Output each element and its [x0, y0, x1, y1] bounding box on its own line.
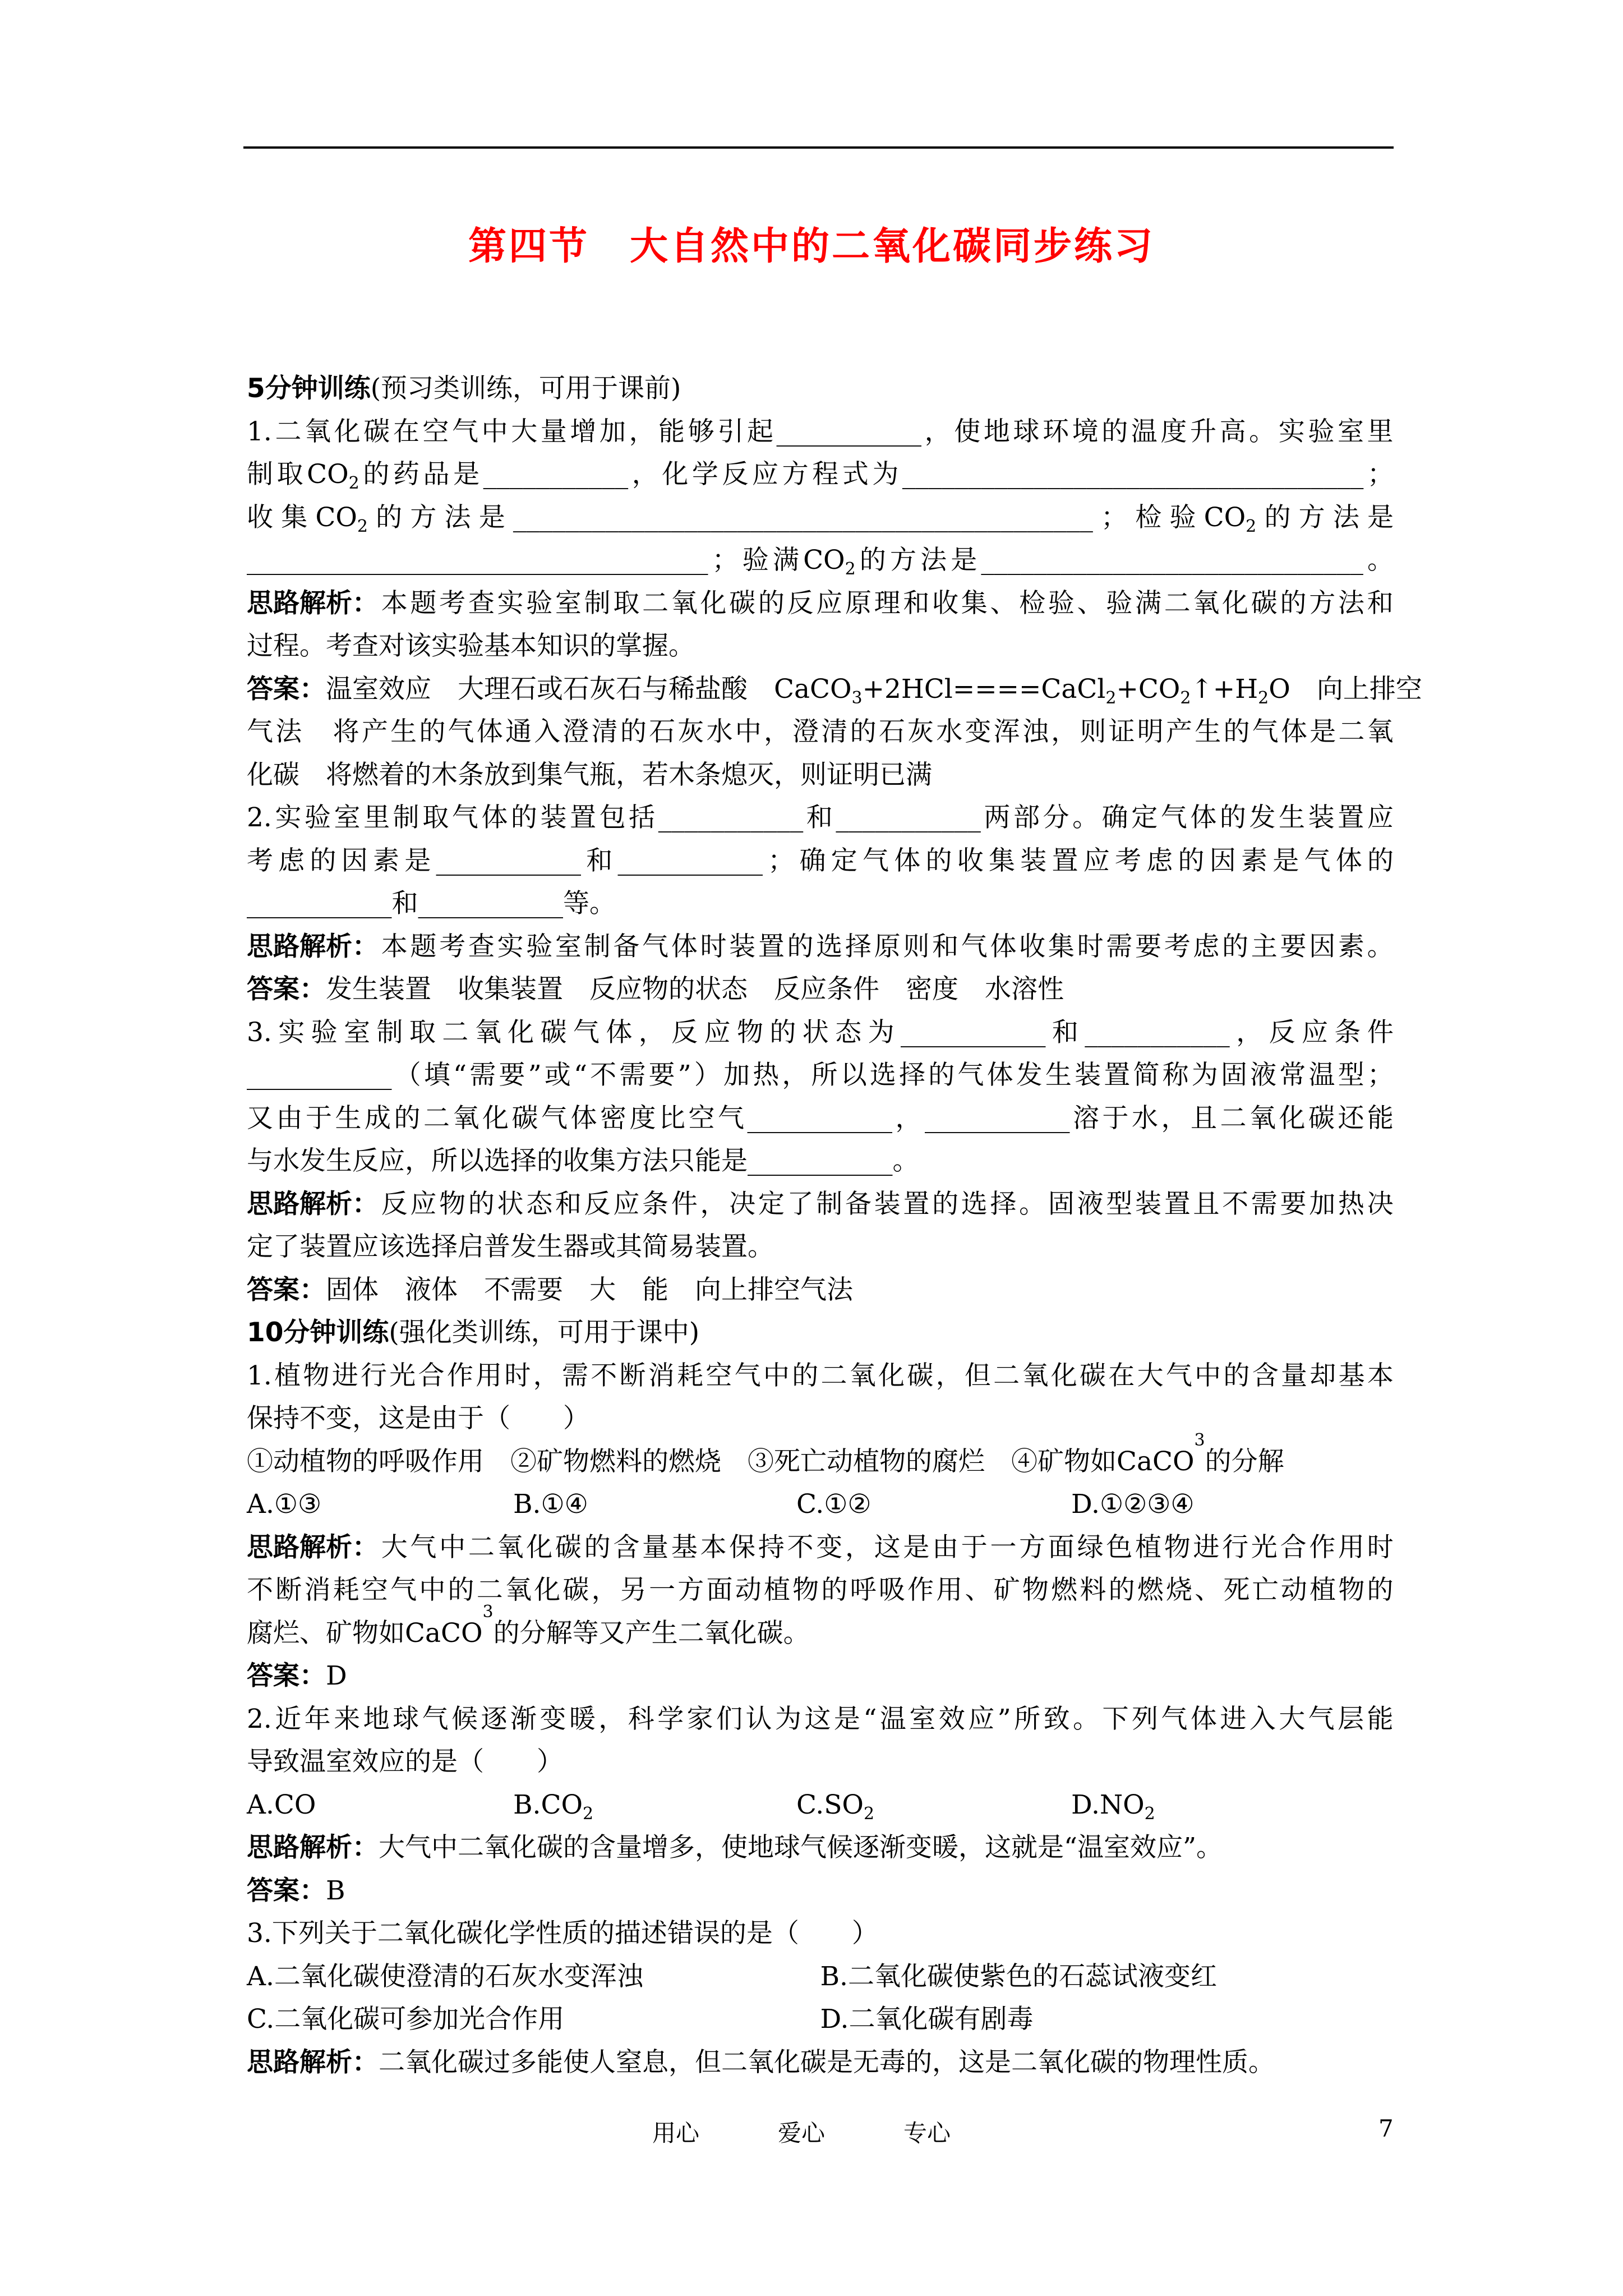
option-item: B.二氧化碳使紫色的石蕊试液变红	[820, 1961, 1217, 1992]
option-item: $C.SO_2$	[796, 1789, 875, 1824]
text-line: 过程。考查对该实验基本知识的掌握。	[247, 631, 695, 661]
text-line: 答案： 发生装置 收集装置 反应物的状态 反应条件 密度 水溶性	[247, 974, 1064, 1005]
option-item: D.①②③④	[1071, 1489, 1195, 1520]
option-item: C.二氧化碳可参加光合作用	[247, 2004, 565, 2035]
text-line: 1. 植 物 进 行 光 合 作 用 时 ， 需 不 断 消 耗 空 气 中 的 二 氧 化 碳 ， 但 二 氧 化 碳 在 大 气 中 的 含 量 却 基 本	[247, 1360, 1394, 1391]
text-line: 答案： D	[247, 1660, 347, 1691]
option-row	[247, 1483, 1394, 1526]
page-number: 7	[1378, 2115, 1394, 2142]
option-row	[247, 1998, 1394, 2041]
text-line: 考 虑 的 因 素 是 ___________ 和 ___________ ； 确 定 气 体 的 收 集 装 置 应 考 虑 的 因 素 是 气 体 的	[247, 845, 1394, 876]
exercise-body	[247, 367, 1422, 2084]
option-item: D.二氧化碳有剧毒	[820, 2004, 1034, 2035]
text-line: 又 由 于 生 成 的 二 氧 化 碳 气 体 密 度 比 空 气 ___________ ， ___________ 溶 于 水 ， 且 二 氧 化 碳 还 能	[247, 1102, 1394, 1134]
footer-word: 用心	[652, 2119, 700, 2147]
option-item: A.二氧化碳使澄清的石灰水变浑浊	[247, 1961, 643, 1992]
text-line: ___________________________________ ； 验 满 $CO_2$ 的 方 法 是 _____________________________ 。	[247, 545, 1394, 579]
text-line: 1. 二 氧 化 碳 在 空 气 中 大 量 增 加 ， 能 够 引 起 ___________ ， 使 地 球 环 境 的 温 度 升 高 。 实 验 室 里	[247, 416, 1394, 447]
text-line: 2. 近 年 来 地 球 气 候 逐 渐 变 暖 ， 科 学 家 们 认 为 这 是 “ 温 室 效 应 ” 所 致 。 下 列 气 体 进 入 大 气 层 能	[247, 1703, 1394, 1734]
option-row	[247, 1955, 1394, 1999]
text-line: ___________和___________等。	[247, 888, 616, 919]
text-line: ___________ （ 填 “ 需 要 ” 或 “ 不 需 要 ” ） 加 热 ， 所 以 选 择 的 气 体 发 生 装 置 简 称 为 固 液 常 温 型 ；	[247, 1060, 1394, 1091]
text-line: 思路解析： 反 应 物 的 状 态 和 反 应 条 件 ， 决 定 了 制 备 装 置 的 选 择 。 固 液 型 装 置 且 不 需 要 加 热 决	[247, 1188, 1394, 1220]
text-line: 制 取 $CO_2$ 的 药 品 是 ___________ ， 化 学 反 应 方 程 式 为 ___________________________________ ；	[247, 459, 1394, 493]
text-line: 2. 实 验 室 里 制 取 气 体 的 装 置 包 括 ___________ 和 ___________ 两 部 分 。 确 定 气 体 的 发 生 装 置 应	[247, 802, 1394, 833]
page-title: 第四节 大自然中的二氧化碳同步练习	[468, 224, 1155, 269]
text-line: 化碳 将燃着的木条放到集气瓶，若木条熄灭，则证明已满	[247, 759, 932, 790]
footer-motto	[652, 2115, 1029, 2148]
text-line: 定了装置应该选择启普发生器或其简易装置。	[247, 1231, 774, 1262]
text-line: 气 法 将 产 生 的 气 体 通 入 澄 清 的 石 灰 水 中 ， 澄 清 的 石 灰 水 变 浑 浊 ， 则 证 明 产 生 的 气 体 是 二 氧	[247, 716, 1394, 747]
text-line: 保持不变，这是由于（ ）	[247, 1403, 589, 1434]
text-line: 答案： 固体 液体 不需要 大 能 向上排空气法	[247, 1274, 853, 1305]
text-line: 思路解析： 本 题 考 查 实 验 室 制 备 气 体 时 装 置 的 选 择 原 则 和 气 体 收 集 时 需 要 考 虑 的 主 要 因 素 。	[247, 931, 1394, 962]
text-line: 与水发生反应，所以选择的收集方法只能是___________。	[247, 1145, 919, 1176]
option-item: B.①④	[513, 1489, 588, 1520]
text-line: 思路解析： 大 气 中 二 氧 化 碳 的 含 量 基 本 保 持 不 变 ， 这 是 由 于 一 方 面 绿 色 植 物 进 行 光 合 作 用 时	[247, 1531, 1394, 1563]
text-line: 3. 实 验 室 制 取 二 氧 化 碳 气 体 ， 反 应 物 的 状 态 为 ___________ 和 ___________ ， 反 应 条 件	[247, 1016, 1394, 1048]
option-item: C.①②	[796, 1489, 872, 1520]
option-item: $D.NO_2$	[1071, 1789, 1155, 1824]
footer-word: 专心	[903, 2119, 951, 2147]
text-line: 思路解析： 本 题 考 查 实 验 室 制 取 二 氧 化 碳 的 反 应 原 理 和 收 集 、 检 验 、 验 满 二 氧 化 碳 的 方 法 和	[247, 587, 1394, 619]
text-line: 腐烂、矿物如CaCO 3 的分解等又产生二氧化碳。	[247, 1602, 810, 1649]
text-line: 10分钟训练 (强化类训练，可用于课中)	[247, 1317, 700, 1348]
text-line: 3.下列关于二氧化碳化学性质的描述错误的是（ ）	[247, 1918, 878, 1949]
text-line: 思路解析： 二氧化碳过多能使人窒息，但二氧化碳是无毒的，这是二氧化碳的物理性质。	[247, 2046, 1275, 2078]
text-line: 不 断 消 耗 空 气 中 的 二 氧 化 碳 ， 另 一 方 面 动 植 物 的 呼 吸 作 用 、 矿 物 燃 料 的 燃 烧 、 死 亡 动 植 物 的	[247, 1575, 1394, 1605]
text-line: ①动植物的呼吸作用 ②矿物燃料的燃烧 ③死亡动植物的腐烂 ④矿物如CaCO 3 的分解	[247, 1430, 1284, 1477]
option-row	[247, 1784, 1394, 1827]
footer-word: 爱心	[778, 2119, 826, 2147]
text-line: 收 集 $CO_2$ 的 方 法 是 ____________________________________________ ； 检 验 $CO_2$ 的 方 法 是	[247, 501, 1394, 536]
option-item: A.CO	[247, 1789, 316, 1820]
option-item: A.①③	[247, 1489, 322, 1520]
header-rule	[243, 146, 1394, 149]
option-item: $B.CO_2$	[513, 1789, 594, 1824]
text-line: 5分钟训练 (预习类训练，可用于课前)	[247, 373, 681, 404]
text-line: 答案： 温 室 效 应 大 理 石 或 石 灰 石 与 稀 盐 酸 CaCO$_3$+2HCl====CaCl$_2$+ $CO_2↑+H_2O$ 向 上 排 空	[247, 673, 1422, 708]
text-line: 导致温室效应的是（ ）	[247, 1746, 563, 1777]
text-line: 答案： B	[247, 1875, 345, 1906]
text-line: 思路解析： 大气中二氧化碳的含量增多，使地球气候逐渐变暖，这就是“温室效应”。	[247, 1832, 1223, 1863]
